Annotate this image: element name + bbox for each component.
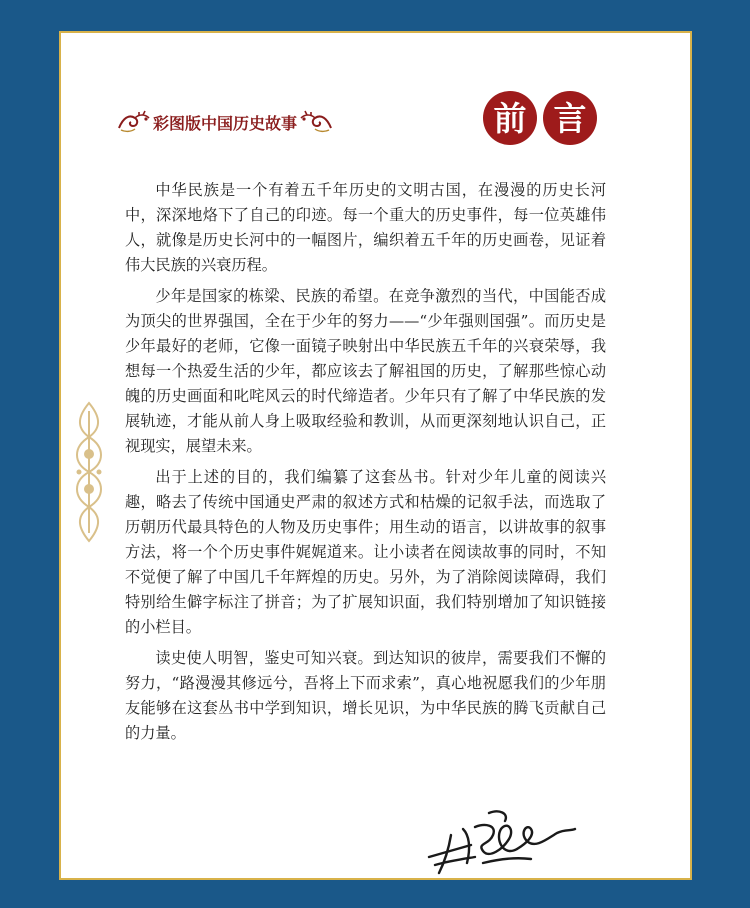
preface-page: [59, 31, 692, 880]
dragon-left-icon: [117, 110, 151, 134]
heading-char-2: 言: [543, 91, 597, 145]
heading-char-1: 前: [483, 91, 537, 145]
paragraph: 出于上述的目的，我们编纂了这套丛书。针对少年儿童的阅读兴趣，略去了传统中国通史严肃的叙述方式和枯燥的记叙手法，而选取了历朝历代最具特色的人物及历史事件；用生动的语言，以讲故事的叙事方法，将一个个历史事件娓娓道来。让小读者在阅读故事的同时，不知不觉便了解了中国几千年辉煌的历史。另外，为了消除阅读障碍，我们特别给生僻字标注了拼音；为了扩展知识面，我们特别增加了知识链接的小栏目。: [125, 468, 606, 636]
series-title: [117, 107, 333, 137]
dragon-right-icon: [299, 110, 333, 134]
paragraph: 少年是国家的栋梁、民族的希望。在竞争激烈的当代，中国能否成为顶尖的世界强国，全在于少年的努力——“少年强则国强”。而历史是少年最好的老师，它像一面镜子映射出中华民族五千年的兴衰荣辱，我想每一个热爱生活的少年，都应该去了解祖国的历史，了解那些惊心动魄的历史画面和叱咤风云的时代缔造者。少年只有了解了中华民族的发展轨迹，才能从前人身上吸取经验和教训，从而更深刻地认识自己，正视现实，展望未来。: [125, 287, 606, 455]
author-signature: [423, 799, 583, 879]
page-heading: [483, 91, 597, 145]
series-title-text: 彩图版中国历史故事: [153, 113, 298, 133]
floral-ornament-icon: [69, 401, 109, 543]
paragraph: 读史使人明智，鉴史可知兴衰。到达知识的彼岸，需要我们不懈的努力，“路漫漫其修远兮，吾将上下而求索”，真心地祝愿我们的少年朋友能够在这套丛书中学到知识，增长见识，为中华民族的腾飞贡献自己的力量。: [125, 649, 606, 742]
paragraph: 中华民族是一个有着五千年历史的文明古国，在漫漫的历史长河中，深深地烙下了自己的印迹。每一个重大的历史事件，每一位英雄伟人，就像是历史长河中的一幅图片，编织着五千年的历史画卷，见证着伟大民族的兴衰历程。: [125, 181, 606, 274]
preface-body: [125, 178, 606, 752]
